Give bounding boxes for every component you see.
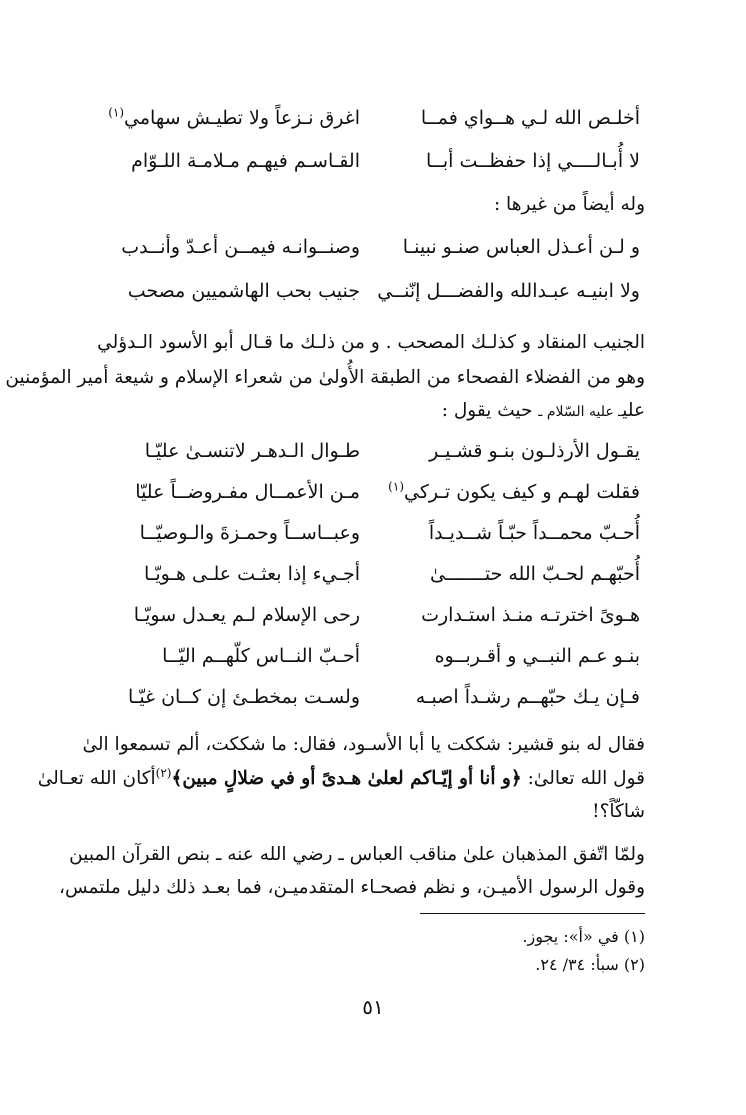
intro-text: حيث يقول : bbox=[441, 400, 539, 421]
name-text: علي bbox=[622, 400, 645, 421]
paragraph-line: وهو من الفضلاء الفصحاء من الطبقة الأُولىٰ من شعراء الإسلام و شيعة أمير المؤمنين bbox=[5, 367, 645, 388]
verse-hemistich-second: القـاسـم فيهـم مـلامـة اللـوّام bbox=[131, 150, 360, 172]
verse-hemistich-first bbox=[390, 477, 640, 507]
paragraph-line: ولمّا اتّفق المذهبان علىٰ مناقب العباس ـ رضي الله عنه ـ بنص القرآن المبين bbox=[69, 844, 645, 865]
verse-hemistich-second: أجـيء إذا بعثـت علـى هـويّـا bbox=[143, 563, 360, 585]
verse-intro: وله أيضاً من غيرها : bbox=[493, 194, 645, 215]
verse-hemistich-second: أحـبّ النــاس كلّهــم اليّــا bbox=[162, 645, 360, 667]
verse-hemistich-second: رحى الإسلام لـم يعـدل سويّـا bbox=[133, 604, 360, 626]
verse-hemistich-first: أخلـص الله لـي هــواي فمــا bbox=[420, 107, 640, 129]
footnote: (٢) سبأ: ٣٤/ ٢٤. bbox=[535, 955, 645, 974]
paragraph-line bbox=[37, 764, 645, 794]
hemistich-text: فقلت لهـم و كيف يكون تـركي bbox=[404, 481, 640, 503]
verse-hemistich-first: بنـو عـم النبــي و أقـربــوه bbox=[434, 645, 640, 667]
verse-hemistich-second: وعبــاســاً وحمـزةَ والـوصيّــا bbox=[139, 522, 360, 544]
paragraph-text: قول الله تعالىٰ: bbox=[521, 768, 645, 789]
verse-hemistich-second bbox=[110, 103, 360, 133]
verse-line bbox=[110, 276, 640, 306]
footnote-marker: (١) bbox=[108, 105, 125, 120]
verse-line bbox=[110, 232, 640, 262]
verse-hemistich-second: ولسـت بمخطـئ إن كــان غيّـا bbox=[128, 686, 360, 708]
paragraph-line bbox=[100, 396, 645, 427]
page-number: ٥١ bbox=[362, 995, 384, 1019]
verse-hemistich-first: هـوىً اخترتـه منـذ استـدارت bbox=[421, 604, 640, 626]
quran-quote: ﴿و أنا أو إيّـاكم لعلىٰ هـدىً أو في ضلالٍ مبين﴾ bbox=[171, 768, 522, 789]
verse-line bbox=[110, 146, 640, 176]
paragraph-line: شاكّاً؟! bbox=[592, 801, 645, 822]
verse-hemistich-second: طـوال الـدهـر لاتنسـىٰ عليّـا bbox=[144, 440, 360, 462]
paragraph-line: فقال له بنو قشير: شككت يا أبا الأسـود، فقال: ما شككت، ألم تسمعوا الىٰ bbox=[82, 734, 645, 755]
verse-line bbox=[110, 436, 640, 466]
verse-line bbox=[110, 641, 640, 671]
verse-hemistich-second: مـن الأعمــال مفـروضــاً عليّا bbox=[135, 481, 360, 503]
verse-line bbox=[110, 559, 640, 589]
verse-line bbox=[110, 518, 640, 548]
verse-hemistich-first: أُحبّهـم لحـبّ الله حتـــــــىٰ bbox=[430, 563, 640, 585]
verse-hemistich-first: أُحـبّ محمــداً حبّـاً شــديـداً bbox=[428, 522, 640, 544]
paragraph-line: وقول الرسول الأميـن، و نظم فصحـاء المتقدميـن، فما بعـد ذلك دليل ملتمس، bbox=[58, 877, 645, 898]
verse-line bbox=[110, 103, 640, 133]
verse-hemistich-first: لا أُبـالــــي إذا حفظــت أبــا bbox=[425, 150, 640, 172]
verse-hemistich-first: فـإن يـك حبّهــم رشـداً اصبـه bbox=[415, 686, 640, 708]
paragraph-line: الجنيب المنقاد و كذلـك المصحب . و من ذلـك ما قـال أبو الأسود الـدؤلي bbox=[97, 332, 645, 353]
verse-hemistich-first: يقـول الأرذلـون بنـو قشـيـر bbox=[429, 440, 640, 462]
verse-hemistich-first: ولا ابنيـه عبـدالله والفضـــل إنّنــي bbox=[377, 280, 640, 302]
paragraph-text: أكان الله تعـالىٰ bbox=[37, 768, 156, 789]
hemistich-text: اغرق نـزعاً ولا تطيـش سهامي bbox=[124, 107, 360, 129]
footnote-divider bbox=[420, 913, 645, 914]
verse-line bbox=[110, 682, 640, 712]
verse-line bbox=[110, 600, 640, 630]
verse-line bbox=[110, 477, 640, 507]
verse-hemistich-first: و لـن أعـذل العباس صنـو نبينـا bbox=[402, 236, 640, 258]
footnote-marker: (١) bbox=[388, 479, 404, 494]
honorific-text: ـ عليه السّلام ـ bbox=[538, 404, 623, 420]
footnote-marker: (٢) bbox=[155, 765, 172, 780]
verse-hemistich-second: وصنــوانـه فيمــن أعـدّ وأنــدب bbox=[121, 236, 360, 258]
footnote: (١) في «أ»: يجوز. bbox=[522, 927, 645, 946]
verse-hemistich-second: جنيب بحب الهاشميين مصحب bbox=[127, 280, 360, 302]
